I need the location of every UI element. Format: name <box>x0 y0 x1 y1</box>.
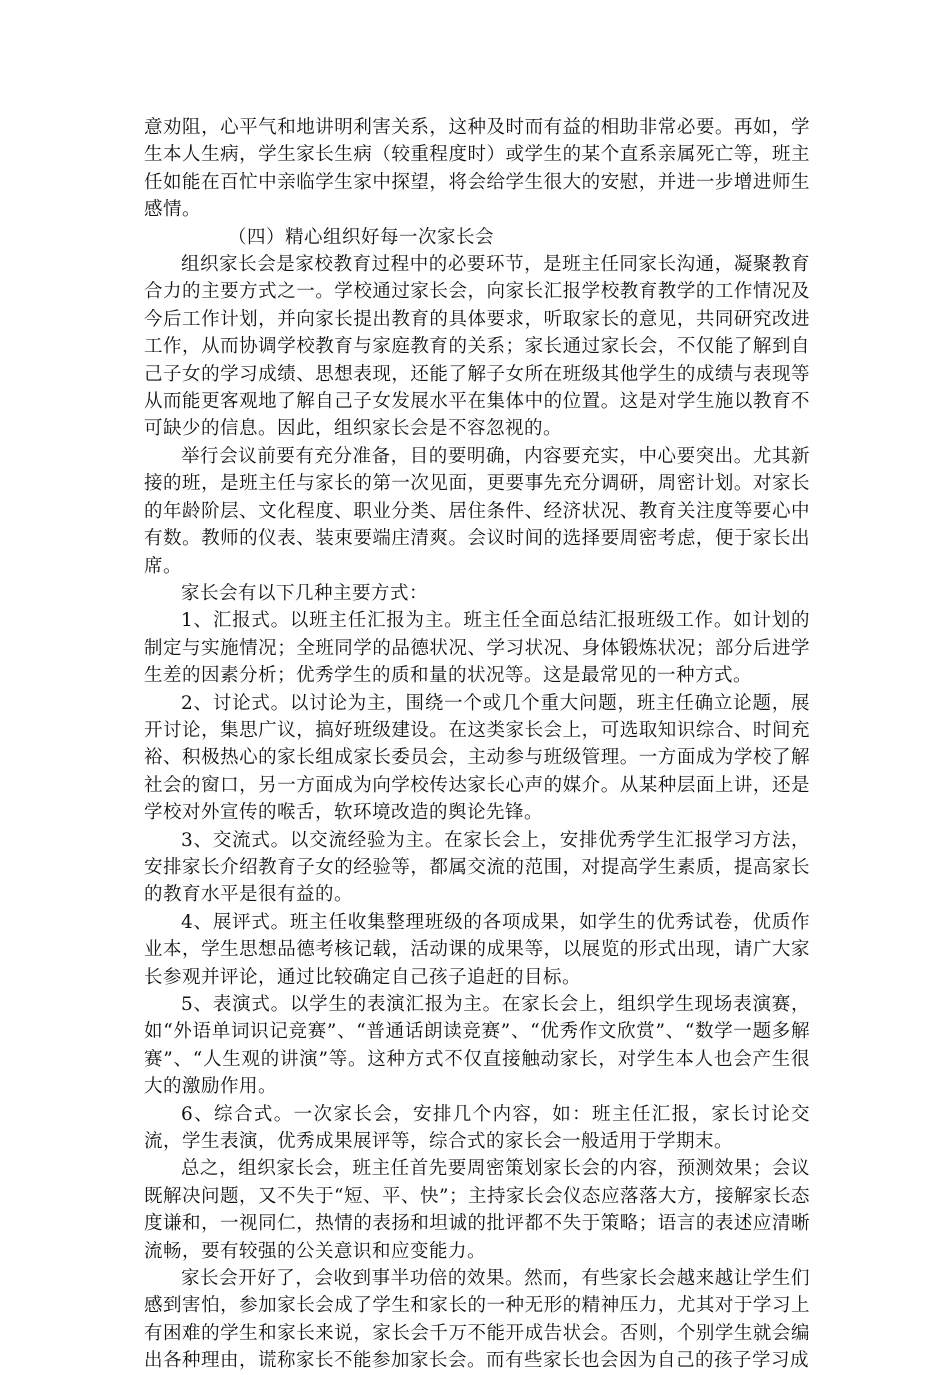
paragraph-8: 5、表演式。以学生的表演汇报为主。在家长会上，组织学生现场表演赛，如“外语单词识记竞赛”、“普通话朗读竞赛”、“优秀作文欣赏”、“数学一题多解赛”、“人生观的讲演”等。这种方式不仅直接触动家长，对学生本人也会产生很大的激励作用。 <box>144 994 810 1098</box>
paragraph-11: 家长会开好了，会收到事半功倍的效果。然而，有些家长会越来越让学生们感到害怕，参加家长会成了学生和家长的一种无形的精神压力，尤其对于学习上有困难的学生和家长来说，家长会千万不能开成告状会。否则，个别学生就会编出各种理由，谎称家长不能参加家长会。而有些家长也会因为自己的孩子学习成 <box>144 1268 810 1372</box>
paragraph-4: 1、汇报式。以班主任汇报为主。班主任全面总结汇报班级工作。如计划的制定与实施情况；全班同学的品德状况、学习状况、身体锻炼状况；部分后进学生差的因素分析；优秀学生的质和量的状况等。这是最常见的一种方式。 <box>144 610 810 687</box>
paragraph-7: 4、展评式。班主任收集整理班级的各项成果，如学生的优秀试卷，优质作业本，学生思想品德考核记载，活动课的成果等，以展览的形式出现，请广大家长参观并评论，通过比较确定自己孩子追赶的目标。 <box>144 911 810 988</box>
paragraph-5: 2、讨论式。以讨论为主，围绕一个或几个重大问题，班主任确立论题，展开讨论，集思广议，搞好班级建设。在这类家长会上，可选取知识综合、时间充裕、积极热心的家长组成家长委员会，主动参与班级管理。一方面成为学校了解社会的窗口，另一方面成为向学校传达家长心声的媒介。从某种层面上讲，还是学校对外宣传的喉舌，软环境改造的舆论先锋。 <box>144 692 810 824</box>
paragraph-1: 组织家长会是家校教育过程中的必要环节，是班主任同家长沟通，凝聚教育合力的主要方式之一。学校通过家长会，向家长汇报学校教育教学的工作情况及今后工作计划，并向家长提出教育的具体要求，听取家长的意见，共同研究改进工作，从而协调学校教育与家庭教育的关系；家长通过家长会，不仅能了解到自己子女的学习成绩、思想表现，还能了解子女所在班级其他学生的成绩与表现等从而能更客观地了解自己子女发展水平在集体中的位置。这是对学生施以教育不可缺少的信息。因此，组织家长会是不容忽视的。 <box>144 254 810 440</box>
section-heading: （四）精心组织好每一次家长会 <box>228 226 495 248</box>
paragraph-10: 总之，组织家长会，班主任首先要周密策划家长会的内容，预测效果；会议既解决问题，又不失于“短、平、快”；主持家长会仪态应落落大方，接解家长态度谦和，一视同仁，热情的表扬和坦诚的批评都不失于策略；语言的表述应清晰流畅，要有较强的公关意识和应变能力。 <box>144 1158 810 1262</box>
opening-paragraph: 意劝阻，心平气和地讲明利害关系，这种及时而有益的相助非常必要。再如，学生本人生病，学生家长生病（较重程度时）或学生的某个直系亲属死亡等，班主任如能在百忙中亲临学生家中探望，将会给学生很大的安慰，并进一步增进师生感情。 <box>144 117 810 221</box>
paragraph-3: 家长会有以下几种主要方式： <box>181 582 429 604</box>
paragraph-6: 3、交流式。以交流经验为主。在家长会上，安排优秀学生汇报学习方法，安排家长介绍教育子女的经验等，都属交流的范围，对提高学生素质，提高家长的教育水平是很有益的。 <box>144 829 810 906</box>
paragraph-2: 举行会议前要有充分准备，目的要明确，内容要充实，中心要突出。尤其新接的班，是班主任与家长的第一次见面，更要事先充分调研，周密计划。对家长的年龄阶层、文化程度、职业分类、居住条件、经济状况、教育关注度等要心中有数。教师的仪表、装束要端庄清爽。会议时间的选择要周密考虑，便于家长出席。 <box>144 445 810 577</box>
document-body <box>144 114 810 1375</box>
paragraph-9: 6、综合式。一次家长会，安排几个内容，如：班主任汇报，家长讨论交流，学生表演，优秀成果展评等，综合式的家长会一般适用于学期末。 <box>144 1103 810 1153</box>
